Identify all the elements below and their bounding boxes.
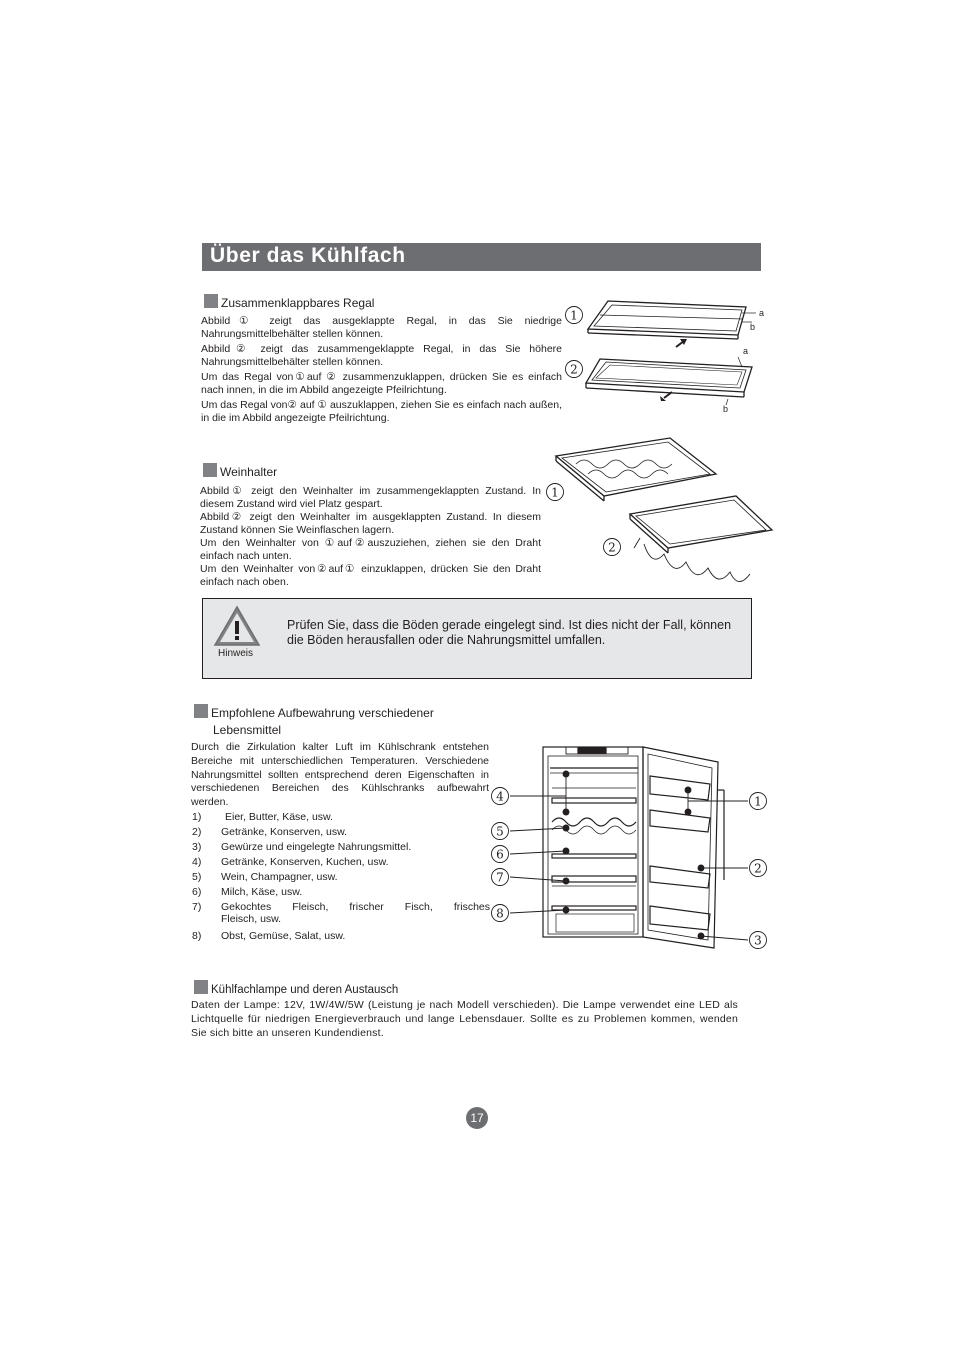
shelf-paragraph-3: Um das Regal von①auf ② zusammenzuklappen, drücken Sie es einfach nach innen, in die im Abbild angezeigte Pfeilrichtung. xyxy=(201,371,562,396)
svg-text:1: 1 xyxy=(570,308,578,323)
shelf-label-a-1: a xyxy=(759,308,765,318)
list-item: 2) Getränke, Konserven, usw. xyxy=(192,826,348,838)
shelf-text xyxy=(201,315,562,425)
notice-box xyxy=(202,598,752,679)
wine-text xyxy=(200,485,541,589)
section-bullet-icon xyxy=(194,980,208,994)
shelf-paragraph-2: Abbild② zeigt das zusammengeklappte Regal, in das Sie höhere Nahrungsmittelbehälter stellen können. xyxy=(201,343,562,368)
list-item: 4) Getränke, Konserven, Kuchen, usw. xyxy=(192,856,389,868)
wine-paragraph-4: Um den Weinhalter von②auf① einzuklappen, drücken Sie den Draht einfach nach oben. xyxy=(200,563,541,588)
svg-text:1: 1 xyxy=(754,794,762,809)
wine-paragraph-3: Um den Weinhalter von ①auf②auszuziehen, ziehen sie den Draht einfach nach unten. xyxy=(200,537,541,562)
storage-intro: Durch die Zirkulation kalter Luft im Kühlschrank entstehen Bereiche mit unterschiedlichen Temperaturen. Verschiedene Nahrungsmittel sollten entsprechend deren Eigenschaften in verschiedenen Bereichen des Kühlschranks aufbewahrt werden. xyxy=(191,741,489,809)
list-item: 8) Obst, Gemüse, Salat, usw. xyxy=(192,930,346,942)
shelf-heading xyxy=(204,294,374,310)
svg-text:2: 2 xyxy=(608,540,616,555)
title-bar xyxy=(202,243,761,271)
list-item: 7) Gekochtes Fleisch, frischer Fisch, frisches Fleisch, usw. xyxy=(192,901,490,925)
list-item: 6) Milch, Käse, usw. xyxy=(192,886,303,898)
svg-text:2: 2 xyxy=(570,362,578,377)
wine-heading-text: Weinhalter xyxy=(220,465,278,479)
shelf-label-b-1: b xyxy=(750,322,756,332)
lamp-heading xyxy=(194,980,398,996)
storage-heading-line2: Lebensmittel xyxy=(213,723,282,737)
lamp-heading-text: Kühlfachlampe und deren Austausch xyxy=(211,984,399,996)
wine-paragraph-2: Abbild② zeigt den Weinhalter im ausgeklappten Zustand. In diesem Zustand können Sie Weinflaschen lagern. xyxy=(200,511,541,536)
notice-label: Hinweis xyxy=(218,648,254,659)
storage-list xyxy=(192,811,490,951)
fridge-illustration xyxy=(488,740,768,952)
page-title: Über das Kühlfach xyxy=(210,244,406,267)
svg-text:3: 3 xyxy=(754,933,762,948)
section-bullet-icon xyxy=(204,294,218,308)
shelf-paragraph-4: Um das Regal von② auf ① auszuklappen, ziehen Sie es einfach nach außen, in die im Abbild angezeigte Pfeilrichtung. xyxy=(201,399,562,424)
svg-text:7: 7 xyxy=(496,870,504,885)
wine-paragraph-1: Abbild① zeigt den Weinhalter im zusammengeklappten Zustand. In diesem Zustand wird viel Platz gespart. xyxy=(200,485,541,510)
shelf-label-b-2: b xyxy=(723,404,729,414)
svg-text:6: 6 xyxy=(496,847,504,862)
page-number: 17 xyxy=(466,1107,488,1129)
storage-heading xyxy=(194,704,434,739)
svg-text:5: 5 xyxy=(496,824,504,839)
svg-text:4: 4 xyxy=(496,789,504,804)
shelf-illustration xyxy=(560,295,770,420)
svg-text:1: 1 xyxy=(551,485,559,500)
svg-text:8: 8 xyxy=(496,906,504,921)
wine-rack-illustration xyxy=(540,434,775,574)
notice-text: Prüfen Sie, dass die Böden gerade eingelegt sind. Ist dies nicht der Fall, können die Böden herausfallen oder die Nahrungsmittel umfallen. xyxy=(287,618,732,647)
svg-text:2: 2 xyxy=(754,861,762,876)
list-item: 5) Wein, Champagner, usw. xyxy=(192,871,338,883)
lamp-text: Daten der Lampe: 12V, 1W/4W/5W (Leistung je nach Modell verschieden). Die Lampe verwendet eine LED als Lichtquelle für niedrigen Energieverbrauch und lange Lebensdauer. Sollte es zu Problemen kommen, wenden Sie sich bitte an unseren Kundendienst. xyxy=(191,999,738,1039)
shelf-heading-text: Zusammenklappbares Regal xyxy=(221,296,375,310)
section-bullet-icon xyxy=(203,463,217,477)
shelf-paragraph-1: Abbild① zeigt das ausgeklappte Regal, in das Sie niedrige Nahrungsmittelbehälter stellen können. xyxy=(201,315,562,340)
wine-heading xyxy=(203,463,277,479)
list-item: 3) Gewürze und eingelegte Nahrungsmittel. xyxy=(192,841,412,853)
section-bullet-icon xyxy=(194,704,208,718)
shelf-label-a-2: a xyxy=(743,346,749,356)
storage-heading-line1: Empfohlene Aufbewahrung verschiedener xyxy=(211,706,434,720)
list-item: 1) Eier, Butter, Käse, usw. xyxy=(192,811,333,823)
warning-triangle-icon xyxy=(213,605,261,647)
